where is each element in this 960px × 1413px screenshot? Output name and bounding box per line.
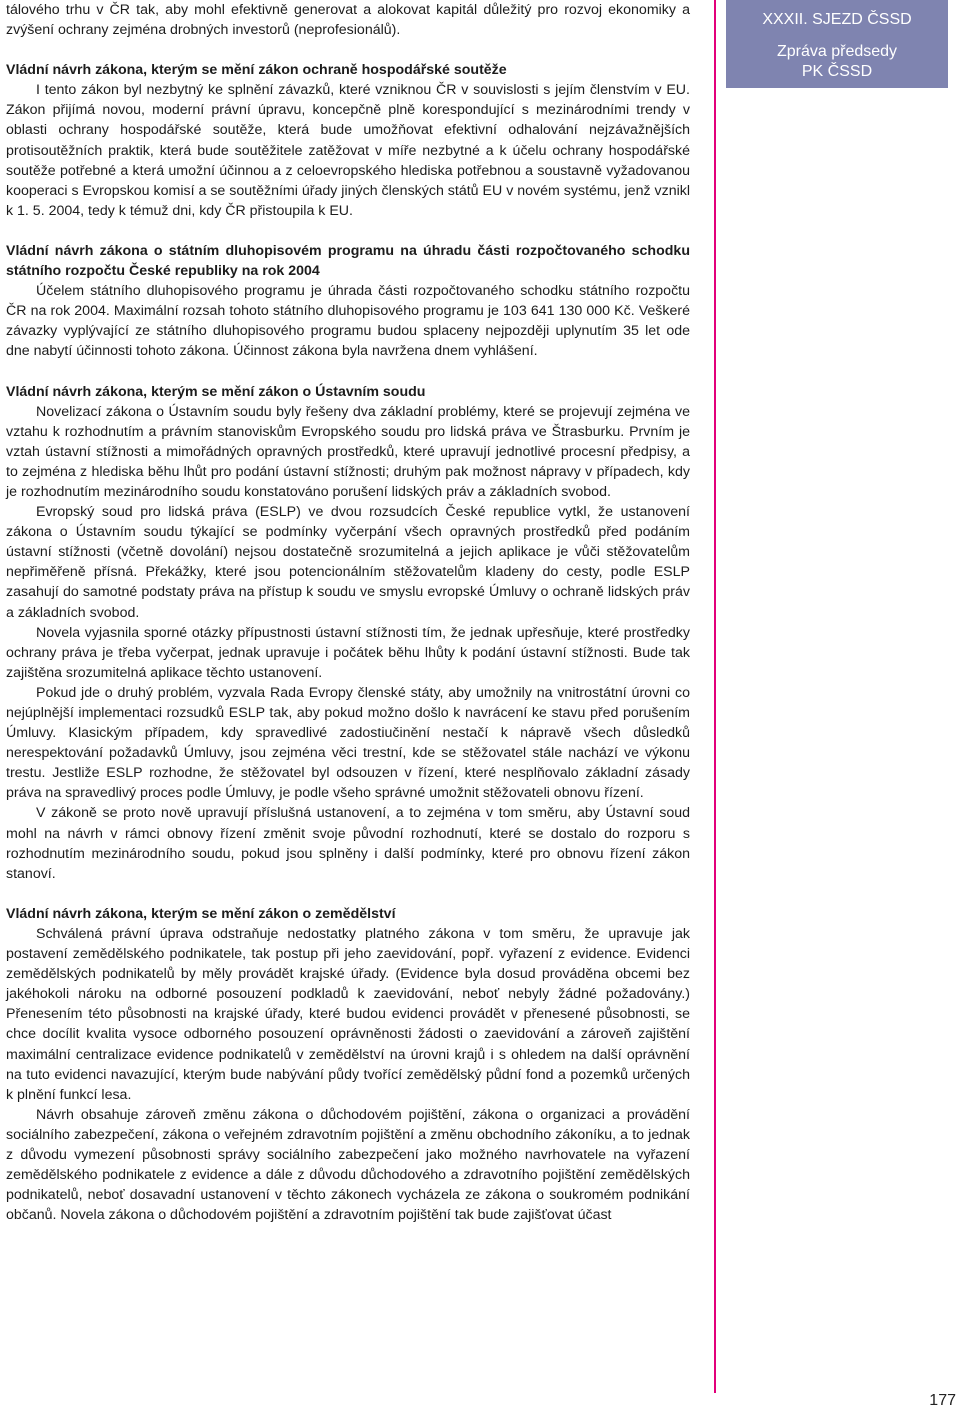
sidebar xyxy=(714,0,960,1393)
section-heading: Vládní návrh zákona, kterým se mění zákon o Ústavním soudu xyxy=(6,383,426,400)
section-bond-program xyxy=(6,241,690,362)
section-competition-law xyxy=(6,60,690,221)
paragraph: Novela vyjasnila sporné otázky přípustnosti ústavní stížnosti tím, že jednak upřesňuje, které prostředky ochrany práva je třeba vyčerpat, jednak upravuje i počátek běhu lhůty k podání ústavní stížnosti. Bude tak zajištěna srozumitelná aplikace těchto ustanovení. xyxy=(6,624,690,681)
section-agriculture-law xyxy=(6,904,690,1226)
paragraph: Evropský soud pro lidská práva (ESLP) ve dvou rozsudcích České republice vytkl, že ustanovení zákona o Ústavním soudu týkající se podmínky vyčerpání všech opravných prostředků před podáním ústavní stížnosti (včetně dovolání) nejsou dostatečně srozumitelná a jejich aplikace je vůči stěžovatelům nepřiměřeně přísná. Překážky, které jsou potencionálním stěžovatelům kladeny do cesty, podle ESLP zasahují do samotné podstaty práva na přístup k soudu ve smyslu evropské Úmluvy o ochraně lidských práv a základních svobod. xyxy=(6,504,690,621)
paragraph: Návrh obsahuje zároveň změnu zákona o důchodovém pojištění, zákona o organizaci a provádění sociálního zabezpečení, zákona o veřejném zdravotním pojištění a změnu obchodního zákoníku, a to jednak z důvodu vymezení působnosti správy sociálního zabezpečení jako možného navrhovatele na vyřazení zemědělského podnikatele z evidence a dále z důvodu důchodového a zdravotního pojištění zemědělských podnikatelů, neboť dosavadní ustanovení v těchto zákonech vycházela ze zákona o soukromém podnikání občanů. Novela zákona o důchodovém pojištění a zdravotním pojištění tak bude zajišťovat účast xyxy=(6,1106,690,1224)
article-column xyxy=(6,0,690,1225)
page-number: 177 xyxy=(929,1392,956,1409)
paragraph: Pokud jde o druhý problém, vyzvala Rada Evropy členské státy, aby umožnily na vnitrostátní úrovni co nejúplnější implementaci rozsudků ESLP tak, aby pokud možno došlo k navrácení ke stavu před porušením Úmluvy. Klasickým případem, kdy spravedlivé zadostiučinění nestačí k nápravě všech důsledků nerespektování požadavků Úmluvy, jsou zejména věci trestní, kde se stěžovatel stále nachází ve výkonu trestu. Jestliže ESLP rozhodne, že stěžovatel byl odsouzen v řízení, které nesplňovalo základní zásady práva na spravedlivý proces podle Úmluvy, je podle všeho správné umožnit stěžovateli obnovu řízení. xyxy=(6,684,690,802)
section-heading: Vládní návrh zákona, kterým se mění zákon ochraně hospodářské soutěže xyxy=(6,62,507,79)
section-heading: Vládní návrh zákona o státním dluhopisovém programu na úhradu části rozpočtovaného schodku státního rozpočtu České republiky na rok 2004 xyxy=(6,242,690,280)
paragraph: I tento zákon byl nezbytný ke splnění závazků, které vzniknou ČR v souvislosti s jejím členstvím v EU. Zákon přijímá novou, moderní právní úpravu, koncepčně plně korespondující s mezinárodními trendy v oblasti ochrany hospodářské soutěže, která bude umožňovat efektivní odhalování nejzávažnějších protisoutěžních praktik, která bude soutěžitele zatěžovat v míře nezbytné a k účelu ochrany hospodářské soutěže potřebné a která umožní účinnou a z celoevropského hlediska potřebnou a soustavně vyžadovanou kooperaci s Evropskou komisí a se soutěžními úřady jiných členských států EU v novém systému, jenž vznikl k 1. 5. 2004, tedy k témuž dni, kdy ČR přistoupila k EU. xyxy=(6,82,690,219)
section-constitutional-court xyxy=(6,382,690,884)
section-continuation xyxy=(6,0,690,40)
report-title-line2: PK ČSSD xyxy=(801,63,873,80)
paragraph: tálového trhu v ČR tak, aby mohl efektivně generovat a alokovat kapitál důležitý pro rozvoj ekonomiky a zvýšení ochrany zejména drobných investorů (neprofesionálů). xyxy=(6,2,690,39)
report-title-line1: Zpráva předsedy xyxy=(776,43,898,60)
congress-banner xyxy=(726,0,948,88)
congress-title: XXXII. SJEZD ČSSD xyxy=(762,11,912,28)
paragraph: Účelem státního dluhopisového programu je úhrada části rozpočtovaného schodku státního rozpočtu ČR na rok 2004. Maximální rozsah tohoto státního dluhopisového programu je 103 641 130 000 Kč. Veškeré závazky vyplývající ze státního dluhopisového programu budou splaceny nejpozději uplynutím 35 let ode dne nabytí účinnosti tohoto zákona. Účinnost zákona byla navržena dnem vyhlášení. xyxy=(6,283,690,360)
paragraph: V zákoně se proto nově upravují příslušná ustanovení, a to zejména v tom směru, aby Ústavní soud mohl na návrh v rámci obnovy řízení změnit svoje původní rozhodnutí, které se dostalo do rozporu s rozhodnutím mezinárodního soudu, pokud jsou splněny i další podmínky, které pro obnovu řízení zákon stanoví. xyxy=(6,805,690,882)
paragraph: Schválená právní úprava odstraňuje nedostatky platného zákona v tom směru, že upravuje jak postavení zemědělského podnikatele, tak postup při jeho zaevidování, popř. vyřazení z evidence. Evidenci zemědělských podnikatelů by měly provádět krajské úřady. (Evidence byla dosud prováděna obcemi bez jakéhokoli nároku na odborné posouzení podkladů k zaevidování, neboť nebyly žádné požadovány.) Přenesením této působnosti na krajské úřady, které budou evidenci provádět v přenesené působnosti, se chce docílit kvalita vysoce odborného posouzení oprávněnosti žádosti o zaevidování a zároveň zajištění maximální centralizace evidence podnikatelů v zemědělství na úrovni krajů i s ohledem na další oprávnění na tuto evidenci navazující, kterým bude nabývání půdy tvořící zemědělský půdní fond a pozemků určených k plnění funkcí lesa. xyxy=(6,925,690,1103)
section-heading: Vládní návrh zákona, kterým se mění zákon o zemědělství xyxy=(6,905,396,922)
paragraph: Novelizací zákona o Ústavním soudu byly řešeny dva základní problémy, které se projevují zejména ve vztahu k rozhodnutím a právním stanoviskům Evropského soudu pro lidská práva ve Štrasburku. Prvním je vztah ústavní stížnosti a mimořádných opravných prostředků, které upravují jednotlivé procesní předpisy, a to zejména z hlediska běhu lhůt pro podání ústavní stížnosti; druhým pak možnost nápravy v případech, kdy je rozhodnutím mezinárodního soudu konstatováno porušení lidských práv a základních svobod. xyxy=(6,403,690,500)
